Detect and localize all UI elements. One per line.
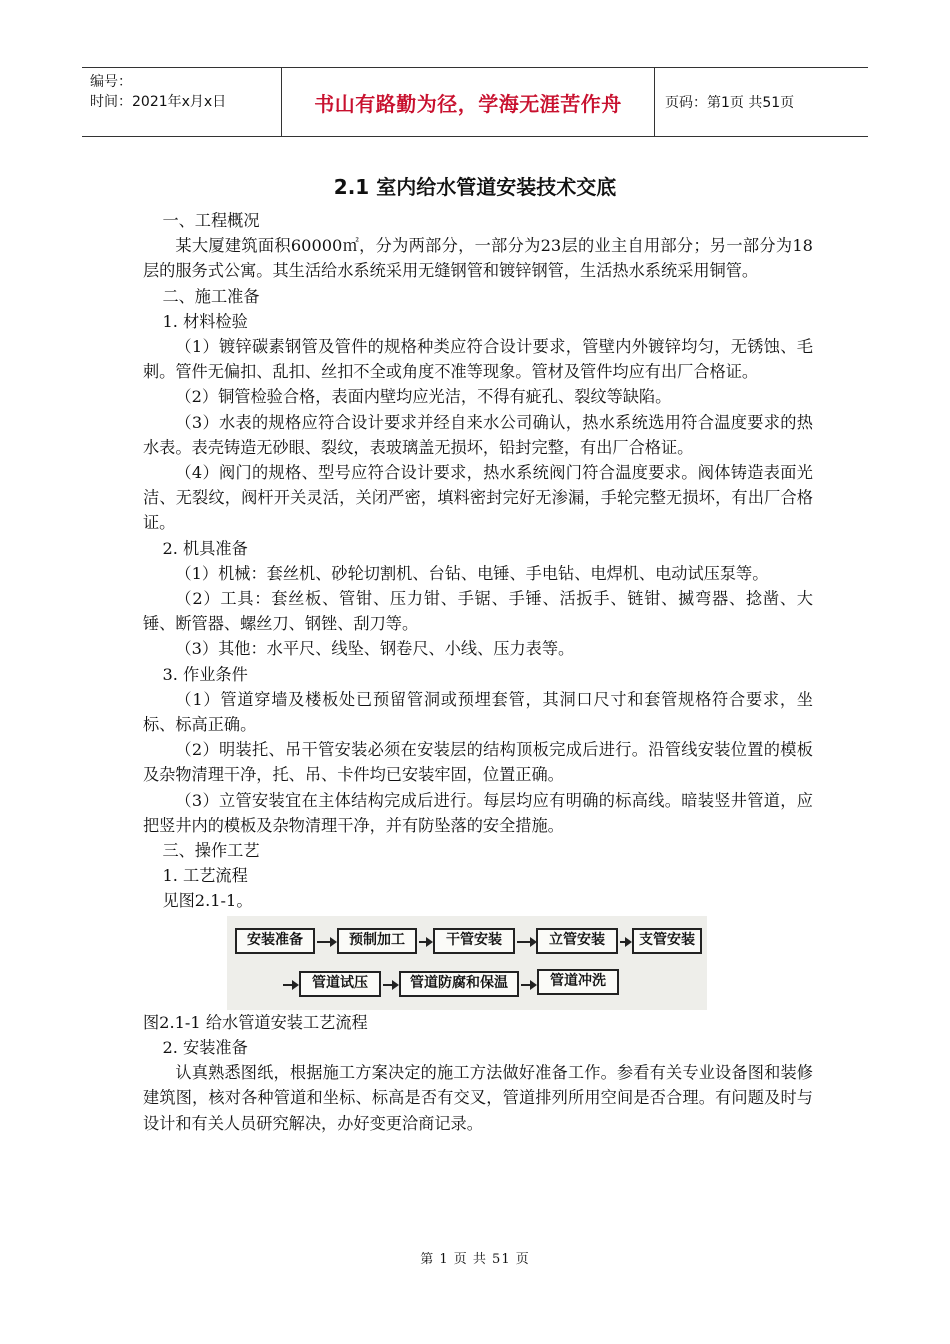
flow-arrow bbox=[317, 941, 331, 943]
number-label: 编号： bbox=[90, 74, 132, 90]
paragraph: 见图2.1-1。 bbox=[162, 891, 253, 911]
process-flow-figure bbox=[227, 916, 707, 1010]
flow-step-branch: 支管安装 bbox=[632, 928, 702, 954]
paragraph: （4）阀门的规格、型号应符合设计要求，热水系统阀门符合温度要求。阀体铸造表面光洁、无裂纹，阀杆开关灵活，关闭严密，填料密封完好无渗漏，手轮完整无损坏，有出厂合格证。 bbox=[143, 463, 813, 533]
flow-step-main-pipe: 干管安装 bbox=[433, 928, 515, 954]
flow-arrow bbox=[283, 984, 293, 986]
flow-step-anticorrosion: 管道防腐和保温 bbox=[399, 971, 519, 997]
paragraph: （2）工具：套丝板、管钳、压力钳、手锯、手锤、活扳手、链钳、揻弯器、捻凿、大锤、断管器、螺丝刀、钢锉、刮刀等。 bbox=[143, 589, 813, 634]
paragraph: （2）铜管检验合格，表面内壁均应光洁，不得有疵孔、裂纹等缺陷。 bbox=[175, 387, 672, 407]
paragraph: （1）管道穿墙及楼板处已预留管洞或预埋套管，其洞口尺寸和套管规格符合要求，坐标、标高正确。 bbox=[143, 689, 813, 735]
flow-step-prefab: 预制加工 bbox=[337, 928, 417, 954]
header-meta bbox=[82, 68, 282, 136]
paragraph: （3）其他：水平尺、线坠、钢卷尺、小线、压力表等。 bbox=[175, 639, 575, 659]
page-footer: 第 1 页 共 51 页 bbox=[420, 1252, 530, 1267]
paragraph: （2）明装托、吊干管安装必须在安装层的结构顶板完成后进行。沿管线安装位置的模板及杂物清理干净，托、吊、卡件均已安装牢固，位置正确。 bbox=[143, 740, 813, 785]
subsection-heading: 2. 机具准备 bbox=[162, 538, 248, 558]
flow-step-flushing: 管道冲洗 bbox=[537, 969, 619, 995]
flow-arrow bbox=[521, 984, 531, 986]
flow-step-prepare: 安装准备 bbox=[235, 928, 315, 954]
date-label: 时间：2021年x月x日 bbox=[90, 94, 227, 110]
header-table bbox=[82, 67, 868, 137]
paragraph: （3）水表的规格应符合设计要求并经自来水公司确认，热水系统选用符合温度要求的热水表。表壳铸造无砂眼、裂纹，表玻璃盖无损坏，铅封完整，有出厂合格证。 bbox=[143, 412, 813, 457]
flow-arrow bbox=[517, 941, 531, 943]
subsection-heading: 1. 工艺流程 bbox=[162, 866, 248, 886]
section-heading: 一、工程概况 bbox=[162, 211, 260, 230]
subsection-heading: 2. 安装准备 bbox=[162, 1037, 248, 1057]
paragraph: （1）镀锌碳素钢管及管件的规格种类应符合设计要求，管壁内外镀锌均匀，无锈蚀、毛刺。管件无偏扣、乱扣、丝扣不全或角度不准等现象。管材及管件均应有出厂合格证。 bbox=[143, 337, 813, 382]
section-heading: 三、操作工艺 bbox=[162, 841, 260, 861]
section-heading: 二、施工准备 bbox=[162, 286, 260, 306]
paragraph: （1）机械：套丝机、砂轮切割机、台钻、电锤、手电钻、电焊机、电动试压泵等。 bbox=[175, 563, 769, 583]
flow-arrow bbox=[419, 941, 427, 943]
paragraph: 认真熟悉图纸，根据施工方案决定的施工方法做好准备工作。参看有关专业设备图和装修建筑图，核对各种管道和坐标、标高是否有交叉，管道排列所用空间是否合理。有问题及时与设计和有关人员研究解决，办好变更洽商记录。 bbox=[143, 1063, 813, 1133]
subsection-heading: 3. 作业条件 bbox=[162, 664, 248, 684]
flow-arrow bbox=[620, 941, 626, 943]
flow-arrow bbox=[383, 984, 393, 986]
flow-step-riser: 立管安装 bbox=[536, 928, 618, 954]
paragraph: 某大厦建筑面积60000㎡，分为两部分，一部分为23层的业主自用部分；另一部分为18层的服务式公寓。其生活给水系统采用无缝钢管和镀锌钢管，生活热水系统采用铜管。 bbox=[143, 236, 813, 281]
document-title: 2.1 室内给水管道安装技术交底 bbox=[333, 175, 617, 199]
page-info: 页码：第1页 共51页 bbox=[665, 95, 795, 111]
document-body bbox=[143, 208, 813, 1136]
figure-caption: 图2.1-1 给水管道安装工艺流程 bbox=[143, 1012, 368, 1032]
subsection-heading: 1. 材料检验 bbox=[162, 311, 248, 331]
motto: 书山有路勤为径，学海无涯苦作舟 bbox=[282, 68, 655, 136]
paragraph: （3）立管安装宜在主体结构完成后进行。每层均应有明确的标高线。暗装竖井管道，应把竖井内的模板及杂物清理干净，并有防坠落的安全措施。 bbox=[143, 790, 813, 835]
flow-step-pressure-test: 管道试压 bbox=[299, 971, 381, 997]
